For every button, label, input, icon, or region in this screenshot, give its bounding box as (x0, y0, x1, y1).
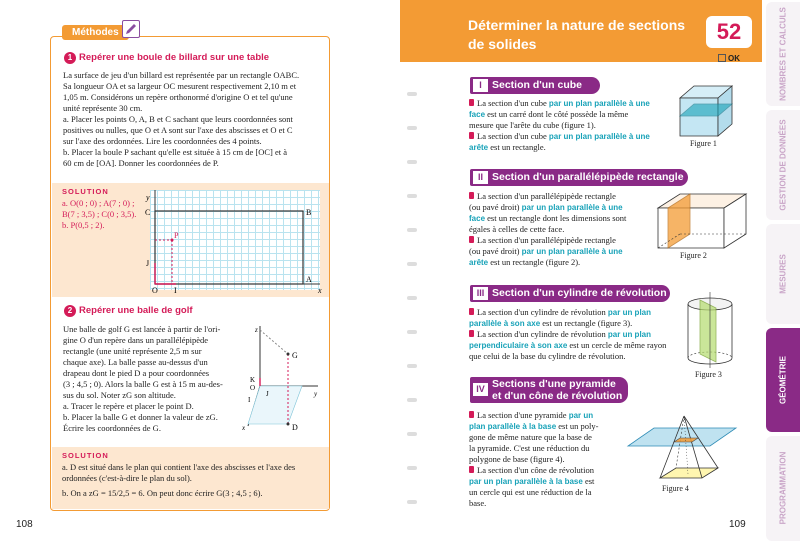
checkbox-icon (718, 54, 726, 62)
section-1-heading: I Section d'un cube (470, 77, 600, 94)
exercise-2-body: Une balle de golf G est lancée à partir de l'ori- gine O d'un repère dans un parallélépipède rectangle (une unité représente 2,5 m sur chaque axe). La balle passe au-dessus d'un drapeau dont le pied D a pour coordonnées (3 ; 4,5 ; 0). Alors la balle G est à 15 m au-des- sus du sol. Noter zG son altitude. a. Tracer le repère et placer le point D. b. Placer la balle G et donner la valeur de zG. Écrire les coordonnées de G. (63, 324, 223, 433)
unit-label-j: J (146, 259, 150, 268)
figure-4-caption: Figure 4 (662, 484, 689, 493)
cube-figure (676, 82, 738, 140)
methods-tag: Méthodes (62, 25, 129, 40)
section-3-heading: III Section d'un cylindre de révolution (470, 285, 670, 302)
figure-1-caption: Figure 1 (690, 139, 717, 148)
unit-label-i: I (248, 396, 251, 404)
method-number-badge: 52 (704, 14, 754, 50)
axis-label-x: x (242, 424, 246, 432)
figure-2-caption: Figure 2 (680, 251, 707, 260)
page-number-left: 108 (16, 519, 33, 530)
point-label-o: O (152, 286, 158, 295)
section-4-text: La section d'une pyramide par un plan parallèle à la base est un poly- gone de même nature que la base de la pyramide. C'est une réduction du polygone de base (figure 4). La section d'un cône de révolution par un plan parallèle à la base est un cercle qui est une réduction de la base. (469, 410, 599, 508)
section-2-text: La section d'un parallélépipède rectangle (ou pavé droit) par un plan parallèle à une face est un rectangle dont les dimensions sont égales à celles de cette face. La section d'un parallélépipède rectangle (ou pavé droit) par un plan parallèle à une arête est un rectangle (figure 2). (469, 191, 627, 267)
section-3-text: La section d'un cylindre de révolution par un plan parallèle à son axe est un rectangle (figure 3). La section d'un cylindre de révolution par un plan perpendiculaire à son axe est un cercle de même rayon que celui de la base du cylindre de révolution. (469, 307, 667, 361)
binder-hole (407, 466, 417, 470)
axis-label-y: y (146, 193, 150, 202)
cylinder-figure (682, 292, 740, 370)
binder-hole (407, 398, 417, 402)
section-4-heading: IV Sections d'une pyramide et d'un cône de révolution (470, 377, 628, 403)
unit-label-i: I (174, 286, 177, 295)
binder-hole (407, 262, 417, 266)
section-2-heading: II Section d'un parallélépipède rectangle (470, 169, 688, 186)
axis-label-y: y (314, 390, 318, 398)
golf-3d-graph (242, 320, 327, 440)
exercise-1-title: 1 Repérer une boule de billard sur une table (64, 52, 269, 64)
binder-hole (407, 126, 417, 130)
pencil-icon (122, 20, 140, 38)
section-1-text: La section d'un cube par un plan parallèle à une face est un carré dont le côté possède la même mesure que l'arête du cube (figure 1). La section d'un cube par un plan parallèle à une arête est un rectangle. (469, 98, 650, 152)
pyramid-figure (622, 412, 740, 484)
ok-checkbox[interactable]: OK (718, 54, 740, 63)
binder-hole (407, 296, 417, 300)
point-label-k: K (250, 376, 256, 384)
binder-hole (407, 364, 417, 368)
tab-programmation-label: PROGRAMMATION (778, 451, 788, 525)
binder-hole (407, 228, 417, 232)
point-label-c: C (145, 208, 151, 217)
page-title: Déterminer la nature de sections de solides (468, 17, 686, 52)
binder-hole (407, 432, 417, 436)
solution-2-text: a. D est situé dans le plan qui contient l'axe des abscisses et l'axe des ordonnées (c'est-à-dire le plan du sol). b. On a zG = 15/2,5 = 6. On peut donc écrire G(3 ; 4,5 ; 6). (62, 462, 296, 498)
box-figure (654, 190, 752, 252)
solution-1-text: a. O(0 ; 0) ; A(7 ; 0) ; B(7 ; 3,5) ; C(0 ; 3,5). b. P(0,5 ; 2). (62, 198, 137, 230)
billiard-graph (140, 186, 330, 296)
tab-mesures-label: MESURES (778, 254, 788, 294)
solution-1-label: SOLUTION (62, 187, 109, 196)
exercise-1-body: La surface de jeu d'un billard est représentée par un rectangle OABC. Sa longueur OA et sa largeur OC mesurent respectivement 2,10 m et 1,05 m. Considérons un repère orthonormé d'origine O et tel qu'une unité représente 30 cm. a. Placer les points O, A, B et C sachant que leurs coordonnées sont positives ou nulles, que O et A sont sur l'axe des abscisses et O et C sur l'axe des ordonnées. Lire les coordonnées des 4 points. b. Placer la boule P sachant qu'elle est située à 15 cm de [OC] et à 60 cm de [OA]. Donner les coordonnées de P. (63, 70, 300, 168)
point-label-a: A (306, 275, 312, 284)
point-label-d: D (292, 423, 298, 432)
figure-3-caption: Figure 3 (695, 370, 722, 379)
tab-gestion-de-donnees-label: GESTION DE DONNÉES (778, 119, 788, 211)
binder-hole (407, 500, 417, 504)
tab-nombres-et-calculs-label: NOMBRES ET CALCULS (778, 7, 788, 101)
page-number-right: 109 (729, 519, 746, 530)
point-label-p: P (174, 231, 179, 240)
axis-label-z: z (255, 326, 258, 334)
binder-hole (407, 194, 417, 198)
point-label-b: B (306, 208, 312, 217)
solution-2-label: SOLUTION (62, 451, 109, 460)
unit-label-j: J (266, 390, 269, 398)
binder-hole (407, 160, 417, 164)
binder-hole (407, 92, 417, 96)
tab-geometrie-label: GÉOMÉTRIE (778, 356, 788, 405)
point-label-o: O (250, 384, 256, 392)
binder-hole (407, 330, 417, 334)
axis-label-x: x (318, 286, 322, 295)
exercise-2-title: 2 Repérer une balle de golf (64, 305, 193, 317)
point-label-g: G (292, 351, 298, 360)
